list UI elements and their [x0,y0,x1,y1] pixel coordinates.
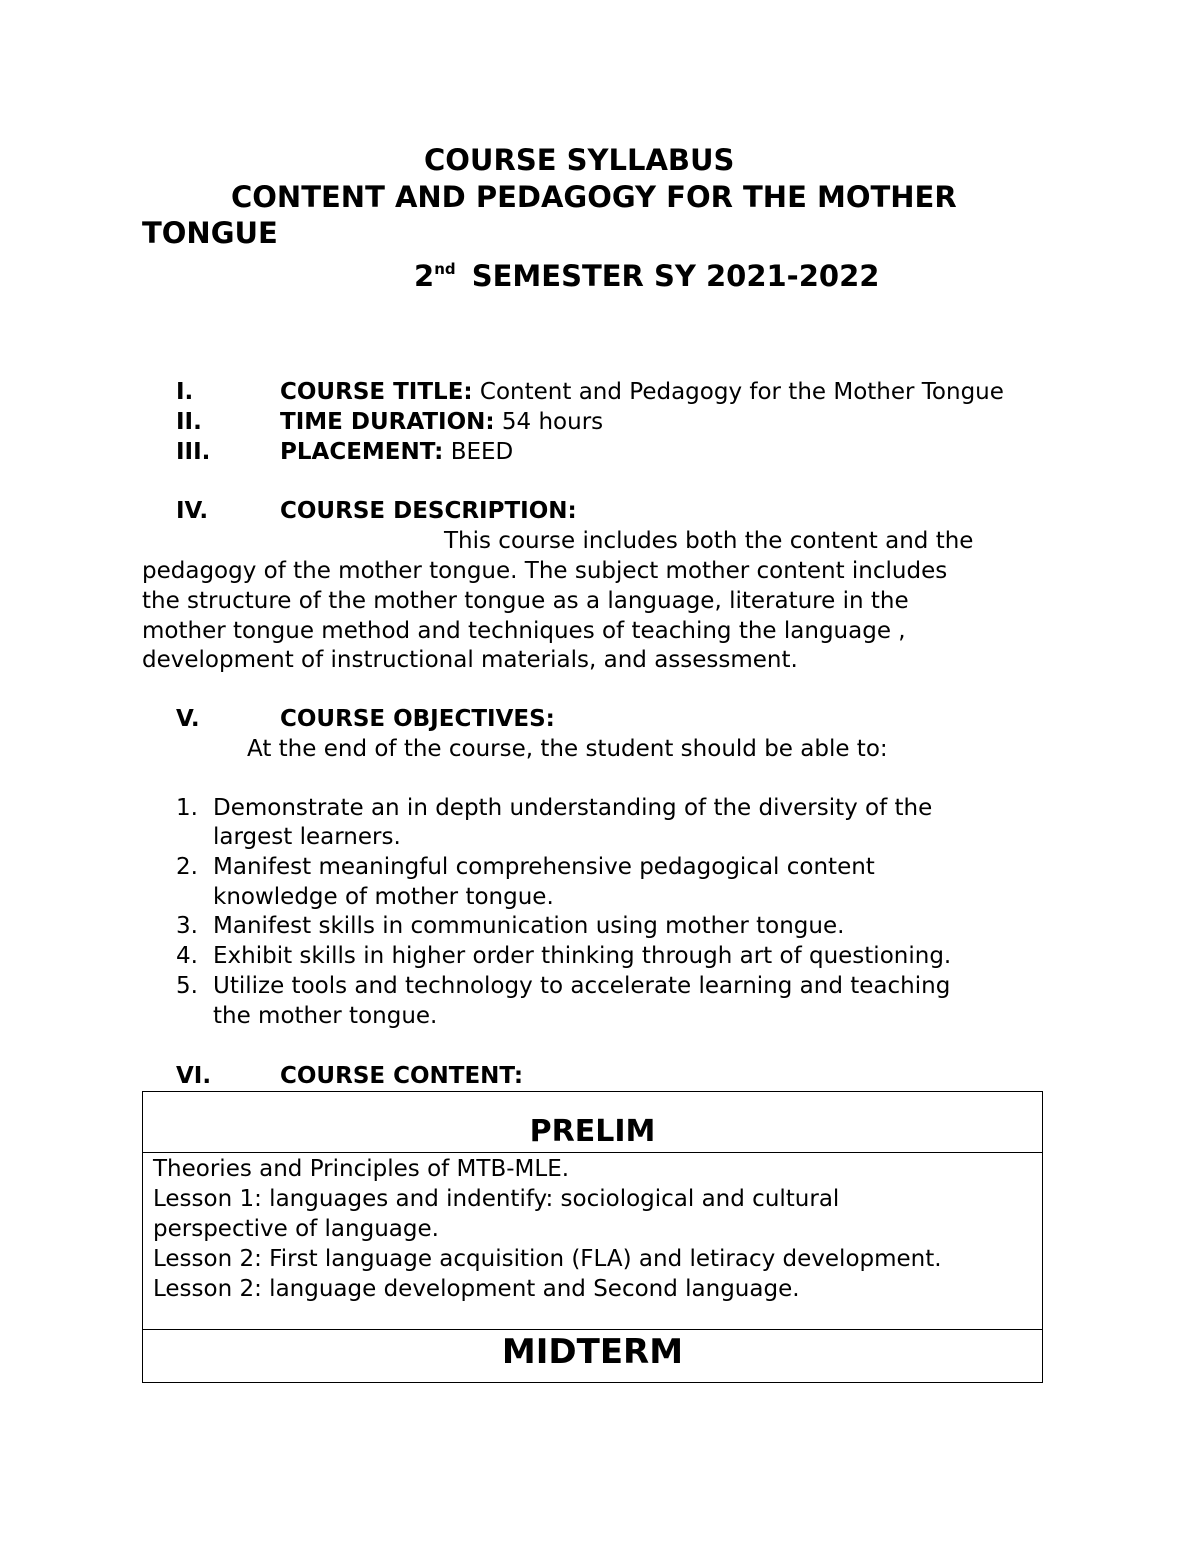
prelim-lessons [153,1154,942,1304]
objectives-heading [176,704,555,734]
description-line: development of instructional materials, and assessment. [142,647,798,673]
objective-continuation: the mother tongue. [213,1003,438,1029]
objective-item [176,793,932,823]
course-name-line1: CONTENT AND PEDAGOGY FOR THE MOTHER [231,180,957,214]
objective-item [176,911,844,941]
midterm-heading: MIDTERM [501,1332,684,1372]
objective-text: Manifest skills in communication using mother tongue. [213,913,845,939]
lesson-line: Theories and Principles of MTB-MLE. [153,1156,570,1182]
time-duration-row [176,407,603,437]
description-line: mother tongue method and techniques of teaching the language , [142,618,906,644]
semester-number: 2 [414,259,435,293]
prelim-heading: PRELIM [529,1114,656,1149]
objectives-label: COURSE OBJECTIVES: [280,706,555,732]
content-label: COURSE CONTENT: [280,1063,524,1089]
course-content-table [142,1091,1043,1383]
prelim-lessons-cell [143,1153,1042,1330]
objective-item [176,971,950,1001]
description-line: pedagogy of the mother tongue. The subject mother content includes [142,558,948,584]
section-numeral: IV. [176,498,209,524]
objective-number: 2. [176,854,198,880]
course-title-value: Content and Pedagogy for the Mother Tongue [479,379,1004,405]
objective-continuation: largest learners. [213,824,401,850]
course-title-label: COURSE TITLE: [280,379,473,405]
section-numeral: I. [176,379,194,405]
semester-suffix: nd [434,260,456,278]
objective-text: Manifest meaningful comprehensive pedagogical content [213,854,875,880]
document-title: COURSE SYLLABUS [424,143,735,177]
lesson-line: Lesson 1: languages and indentify: sociological and cultural [153,1186,840,1212]
objective-item [176,941,951,971]
placement-label: PLACEMENT: [280,439,444,465]
lesson-line: Lesson 2: language development and Second language. [153,1276,800,1302]
section-numeral: III. [176,439,211,465]
section-numeral: II. [176,409,202,435]
prelim-heading-cell [143,1092,1042,1153]
lesson-line: perspective of language. [153,1216,439,1242]
semester-text: SEMESTER SY 2021-2022 [471,259,880,293]
midterm-heading-cell [143,1330,1042,1384]
section-numeral: VI. [176,1063,212,1089]
description-heading [176,496,577,526]
description-label: COURSE DESCRIPTION: [280,498,577,524]
placement-value: BEED [450,439,514,465]
objectives-intro: At the end of the course, the student should be able to: [247,736,888,762]
course-name-line2: TONGUE [142,216,278,250]
semester-line [414,251,879,294]
objective-text: Exhibit skills in higher order thinking through art of questioning. [213,943,952,969]
objective-text: Utilize tools and technology to accelerate learning and teaching [213,973,951,999]
objective-number: 4. [176,943,198,969]
objective-continuation: knowledge of mother tongue. [213,884,554,910]
objective-number: 3. [176,913,198,939]
lesson-line: Lesson 2: First language acquisition (FLA) and letiracy development. [153,1246,942,1272]
time-duration-label: TIME DURATION: [280,409,495,435]
section-numeral: V. [176,706,200,732]
objective-item [176,852,875,882]
objective-number: 1. [176,795,198,821]
placement-row [176,437,513,467]
objective-number: 5. [176,973,198,999]
description-line: the structure of the mother tongue as a language, literature in the [142,588,909,614]
content-heading [176,1061,523,1091]
time-duration-value: 54 hours [501,409,604,435]
description-line: This course includes both the content and the [444,528,974,554]
objective-text: Demonstrate an in depth understanding of the diversity of the [213,795,933,821]
course-title-row [176,377,1004,407]
